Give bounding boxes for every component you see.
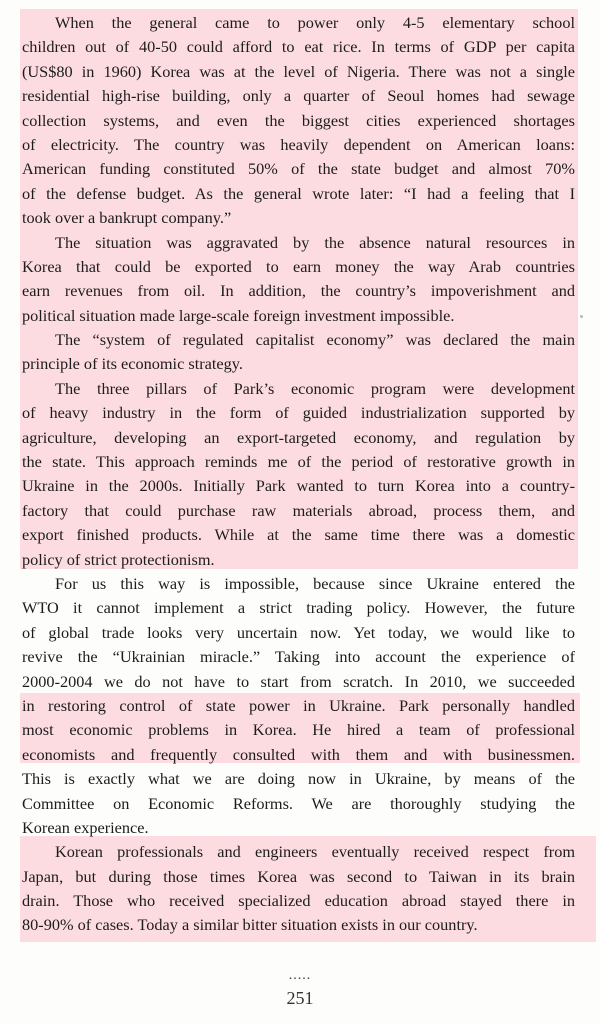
text-line: (US$80 in 1960) Korea was at the level of Nigeria. There was not a single [22,61,575,81]
text-line: revive the “Ukrainian miracle.” Taking into account the experience of [22,647,575,667]
text-line: 80-90% of cases. Today a similar bitter situation exists in our country. [22,915,478,935]
text-line: most economic problems in Korea. He hired a team of professional [22,720,575,740]
text-line: took over a bankrupt company.” [22,208,232,228]
text-line: WTO it cannot implement a strict trading policy. However, the future [22,598,575,618]
text-line: of heavy industry in the form of guided industrialization supported by [22,403,575,423]
text-line: economists and frequently consulted with them and with businessmen. [22,744,575,764]
text-line: earn revenues from oil. In addition, the country’s impoverishment and [22,281,575,301]
text-line: Korean professionals and engineers eventually received respect from [55,842,575,862]
scan-speck [580,315,583,318]
text-line: When the general came to power only 4-5 elementary school [55,13,575,32]
text-line: export finished products. While at the same time there was a domestic [22,525,575,545]
page-number: 251 [286,988,314,1008]
text-line: collection systems, and even the biggest cities experienced shortages [22,110,575,130]
text-line: The three pillars of Park’s economic program were development [55,378,575,398]
text-line: Japan, but during those times Korea was second to Taiwan in its brain [22,866,575,886]
text-line: principle of its economic strategy. [22,354,243,374]
text-line: policy of strict protectionism. [22,549,215,569]
text-line: factory that could purchase raw materials abroad, process them, and [22,500,575,520]
body-text [22,11,575,938]
text-line: of electricity. The country was heavily dependent on American loans: [22,134,575,154]
text-line: in restoring control of state power in Ukraine. Park personally handled [22,695,575,715]
text-line: Korean experience. [22,817,149,837]
text-line: of the defense budget. As the general wrote later: “I had a feeling that I [22,183,575,203]
text-line: the state. This approach reminds me of the period of restorative growth in [22,452,575,472]
text-line: American funding constituted 50% of the state budget and almost 70% [22,159,575,179]
text-line: The “system of regulated capitalist economy” was declared the main [55,330,575,350]
text-line: Korea that could be exported to earn money the way Arab countries [22,256,575,276]
text-line: Committee on Economic Reforms. We are thoroughly studying the [22,793,575,813]
footer-dots: ..... [288,968,312,983]
text-line: This is exactly what we are doing now in Ukraine, by means of the [22,769,575,789]
text-line: children out of 40-50 could afford to eat rice. In terms of GDP per capita [22,37,575,57]
text-line: residential high-rise building, only a quarter of Seoul homes had sewage [22,86,575,106]
text-line: of global trade looks very uncertain now. Yet today, we would like to [22,622,575,642]
text-line: The situation was aggravated by the absence natural resources in [55,232,575,252]
text-line: drain. Those who received specialized education abroad stayed there in [22,891,575,911]
text-line: agriculture, developing an export-targeted economy, and regulation by [22,427,575,447]
text-line: For us this way is impossible, because since Ukraine entered the [55,573,575,593]
text-line: political situation made large-scale foreign investment impossible. [22,305,455,325]
text-line: Ukraine in the 2000s. Initially Park wanted to turn Korea into a country- [22,476,575,496]
text-line: 2000-2004 we do not have to start from scratch. In 2010, we succeeded [22,671,575,691]
